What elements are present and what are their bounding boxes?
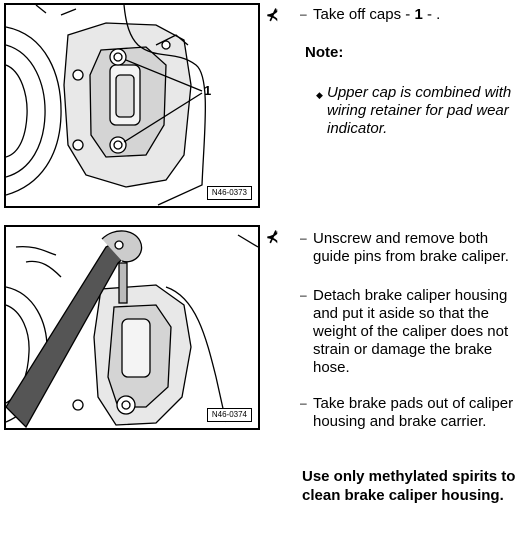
callout-number: 1 — [204, 83, 212, 98]
figure-guide-pins — [4, 225, 260, 430]
figure-caliper-caps — [4, 3, 260, 208]
warning-text: Use only methylated spirits to clean brake caliper housing. — [302, 468, 516, 504]
diamond-bullet-icon: ◆ — [316, 90, 323, 100]
note-heading: Note: — [305, 44, 344, 61]
step-dash: – — [300, 231, 307, 245]
step-text-ref: 1 — [414, 6, 423, 23]
step-take-off-caps — [300, 6, 515, 24]
step-dash: – — [300, 7, 307, 21]
step-dash: – — [300, 288, 307, 302]
step-dash: – — [300, 396, 307, 410]
step-text: Take brake pads out of caliper housing and brake carrier. — [313, 395, 514, 430]
step-text-end: - . — [422, 6, 441, 23]
step-detach-caliper — [300, 287, 518, 377]
guide-pins-illustration — [6, 227, 258, 428]
note-bullet — [316, 84, 516, 138]
step-remove-guide-pins — [300, 230, 518, 266]
figure-label: N46-0373 — [207, 186, 252, 200]
caliper-caps-illustration — [6, 5, 258, 206]
step-text: Detach brake caliper housing and put it aside so that the weight of the caliper does not strain or damage the brake hose. — [313, 287, 509, 376]
step-text: Take off caps - — [313, 6, 415, 23]
step-remove-pads — [300, 395, 518, 431]
arrow-pointer-icon: ⊀ — [266, 7, 279, 24]
step-text: Unscrew and remove both guide pins from brake caliper. — [313, 230, 509, 265]
figure-label: N46-0374 — [207, 408, 252, 422]
note-text: Upper cap is combined with wiring retainer for pad wear indicator. — [327, 84, 512, 137]
arrow-pointer-icon: ⊀ — [266, 229, 279, 246]
